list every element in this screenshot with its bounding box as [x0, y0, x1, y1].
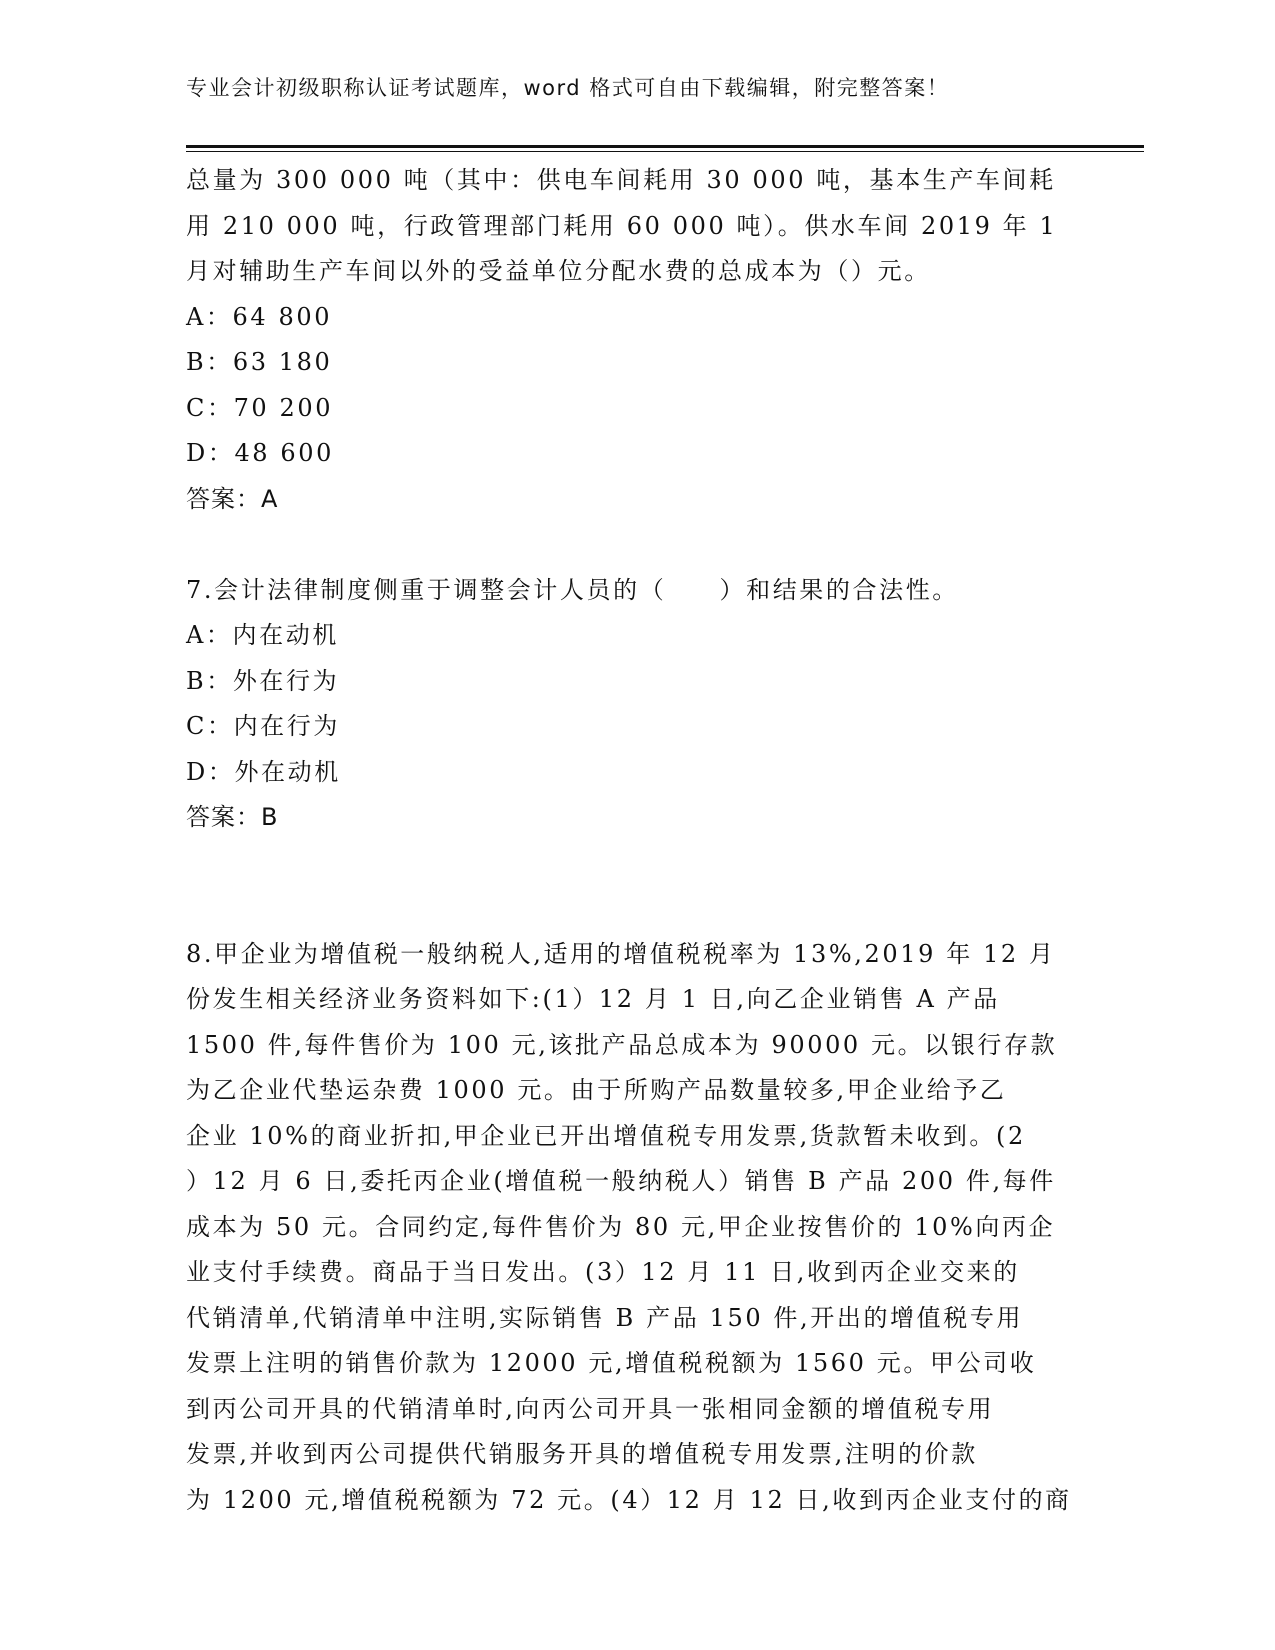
- q6-stem-line: 总量为 300 000 吨（其中：供电车间耗用 30 000 吨，基本生产车间耗: [186, 166, 1056, 194]
- spacer: [186, 841, 1086, 887]
- q8-stem-line: 发票上注明的销售价款为 12000 元,增值税税额为 1560 元。甲公司收: [186, 1349, 1037, 1377]
- q6-option-a: A：64 800: [186, 302, 333, 331]
- q8-stem-line: 为 1200 元,增值税税额为 72 元。(4）12 月 12 日,收到丙企业支付的商: [186, 1485, 1072, 1514]
- q6-option-d: D：48 600: [186, 439, 335, 467]
- q6-answer: 答案：A: [186, 484, 279, 513]
- q8-stem-line: 为乙企业代垫运杂费 1000 元。由于所购产品数量较多,甲企业给予乙: [186, 1076, 1007, 1104]
- q8-stem-line: 到丙公司开具的代销清单时,向丙公司开具一张相同金额的增值税专用: [186, 1394, 995, 1423]
- q7-option-a: A：内在动机: [186, 621, 339, 649]
- q8-stem-line: 发票,并收到丙公司提供代销服务开具的增值税专用发票,注明的价款: [186, 1440, 978, 1468]
- q8-stem-line: 成本为 50 元。合同约定,每件售价为 80 元,甲企业按售价的 10%向丙企: [186, 1212, 1056, 1241]
- q6-stem-line: 用 210 000 吨，行政管理部门耗用 60 000 吨）。供水车间 2019 年 1: [186, 211, 1058, 240]
- q7-option-d: D：外在动机: [186, 757, 341, 786]
- q7-option-b: B：外在行为: [186, 666, 340, 695]
- q7-answer: 答案：B: [186, 803, 279, 831]
- q8-stem-line: 企业 10%的商业折扣,甲企业已开出增值税专用发票,货款暂未收到。(2: [186, 1121, 1026, 1150]
- q7-stem: 7.会计法律制度侧重于调整会计人员的（ ）和结果的合法性。: [186, 575, 959, 604]
- spacer: [186, 886, 1086, 932]
- q8-stem-line: 份发生相关经济业务资料如下:(1）12 月 1 日,向乙企业销售 A 产品: [186, 985, 1000, 1013]
- q6-stem-line: 月对辅助生产车间以外的受益单位分配水费的总成本为（）元。: [186, 257, 931, 285]
- document-header: 专业会计初级职称认证考试题库，word 格式可自由下载编辑，附完整答案！: [186, 76, 950, 100]
- q8-stem-line: 1500 件,每件售价为 100 元,该批产品总成本为 90000 元。以银行存款: [186, 1030, 1058, 1059]
- q6-option-c: C：70 200: [186, 393, 334, 422]
- q8-stem-line: ）12 月 6 日,委托丙企业(增值税一般纳税人）销售 B 产品 200 件,每件: [186, 1167, 1056, 1195]
- spacer: [186, 522, 1086, 568]
- q7-option-c: C：内在行为: [186, 712, 340, 740]
- header-rule-thick: [186, 145, 1144, 148]
- q8-stem-line: 8.甲企业为增值税一般纳税人,适用的增值税税率为 13%,2019 年 12 月: [186, 939, 1056, 968]
- header-rule-thin: [186, 151, 1144, 152]
- q8-stem-line: 业支付手续费。商品于当日发出。(3）12 月 11 日,收到丙企业交来的: [186, 1258, 1020, 1286]
- document-body: [186, 158, 1086, 1523]
- q8-stem-line: 代销清单,代销清单中注明,实际销售 B 产品 150 件,开出的增值税专用: [186, 1303, 1024, 1332]
- q6-option-b: B：63 180: [186, 348, 333, 376]
